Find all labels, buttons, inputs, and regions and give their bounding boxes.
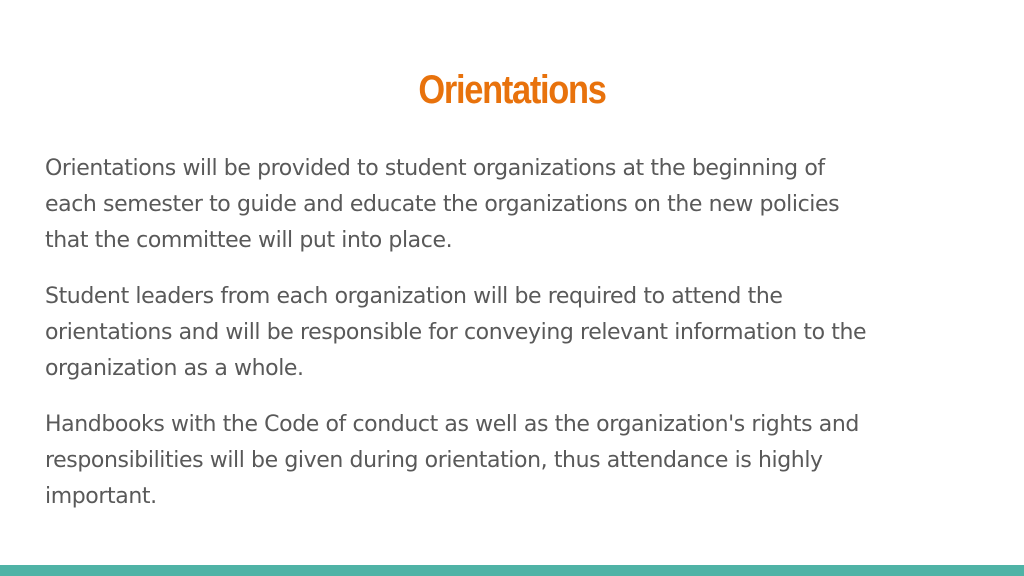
paragraph-line: responsibilities will be given during orientation, thus attendance is highly [45, 448, 823, 473]
paragraph-2 [45, 279, 985, 387]
paragraph-line: each semester to guide and educate the organizations on the new policies [45, 192, 840, 217]
paragraph-line: that the committee will put into place. [45, 228, 453, 253]
paragraph-line: Orientations will be provided to student organizations at the beginning of [45, 156, 825, 181]
paragraph-3 [45, 407, 985, 515]
paragraph-1 [45, 151, 985, 259]
accent-bar [0, 565, 1024, 576]
slide-title: Orientations [418, 68, 606, 112]
paragraph-line: Student leaders from each organization will be required to attend the [45, 284, 783, 309]
paragraph-line: Handbooks with the Code of conduct as well as the organization's rights and [45, 412, 859, 437]
paragraph-line: orientations and will be responsible for conveying relevant information to the [45, 320, 867, 345]
paragraph-line: organization as a whole. [45, 356, 304, 381]
paragraph-line: important. [45, 484, 157, 509]
slide-body [45, 151, 985, 535]
